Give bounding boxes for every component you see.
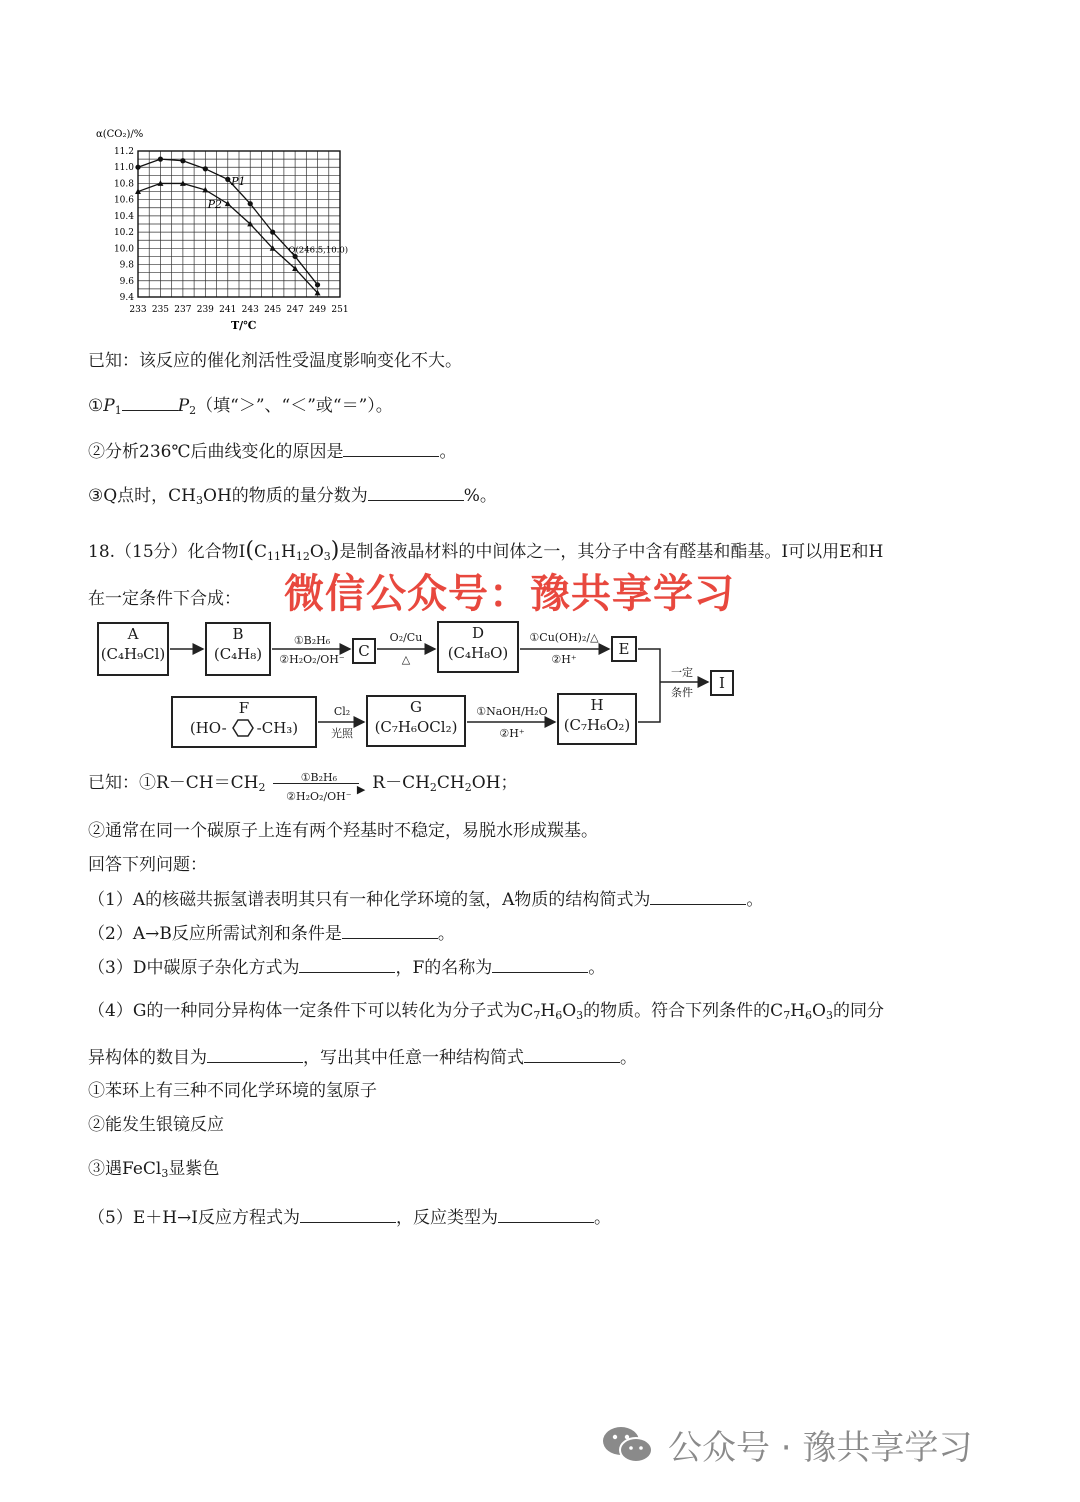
- x-tick-label: 235: [151, 305, 170, 315]
- condition-b-c-bottom: ②H₂O₂/OH⁻: [279, 653, 345, 666]
- x-tick-label: 247: [286, 305, 304, 315]
- subquestion-2: （2）A→B反应所需试剂和条件是 。: [88, 924, 455, 944]
- scheme-arrows: [0, 600, 1080, 770]
- condition-2: ②能发生银镜反应: [88, 1115, 224, 1135]
- answer-blank[interactable]: [524, 1046, 620, 1063]
- compound-e: E: [611, 636, 637, 662]
- y-axis-label: α(CO₂)/%: [96, 129, 144, 140]
- data-point: [180, 158, 185, 163]
- answer-blank[interactable]: [207, 1046, 303, 1063]
- answer-blank[interactable]: [492, 956, 588, 973]
- answer-blank[interactable]: [368, 484, 464, 501]
- x-tick-label: 233: [129, 305, 147, 315]
- condition-e-i-top: 一定: [671, 666, 693, 679]
- answer-blank[interactable]: [122, 394, 178, 411]
- x-tick-label: 245: [264, 305, 282, 315]
- y-tick-label: 9.6: [119, 276, 134, 287]
- compound-h: H (C₇H₆O₂): [557, 693, 637, 745]
- known-catalyst: 已知：该反应的催化剂活性受温度影响变化不大。: [88, 351, 462, 371]
- answer-blank[interactable]: [343, 440, 439, 457]
- problem-18-intro-cont: 在一定条件下合成：: [88, 589, 241, 609]
- x-tick-label: 243: [241, 305, 259, 315]
- data-point: [248, 201, 253, 206]
- chart: [90, 125, 360, 335]
- answer-blank[interactable]: [299, 956, 395, 973]
- x-tick-label: 241: [219, 305, 237, 315]
- wechat-icon: [600, 1424, 654, 1466]
- answer-blank[interactable]: [650, 888, 746, 905]
- compound-d: D (C₄H₈O): [437, 621, 519, 673]
- known-hydroboration: 已知：$①R-CH=CH_2$ ①B₂H₆ ▶ ②H₂O₂/OH⁻ $R-CH_2CH_2OH$；: [88, 770, 518, 803]
- y-tick-label: 11.2: [113, 147, 134, 157]
- subquestion-1: （1）A的核磁共振氢谱表明其只有一种化学环境的氢，A物质的结构简式为 。: [88, 890, 764, 910]
- compound-f: F (HO- -CH₃): [171, 696, 317, 748]
- x-tick-label: 237: [174, 305, 192, 315]
- condition-e-i-bottom: 条件: [671, 686, 693, 699]
- reaction-arrow: ①B₂H₆ ▶ ②H₂O₂/OH⁻: [271, 773, 367, 795]
- compound-c: C: [352, 638, 376, 664]
- data-point: [225, 201, 231, 207]
- answer-blank[interactable]: [342, 922, 438, 939]
- answer-blank[interactable]: [300, 1206, 396, 1223]
- condition-1: ①苯环上有三种不同化学环境的氢原子: [88, 1081, 377, 1101]
- condition-f-g-top: Cl₂: [333, 705, 351, 718]
- condition-d-e-bottom: ②H⁺: [551, 653, 577, 666]
- annotation-q: Q(246.5,10.0): [288, 245, 349, 256]
- annotation-p1: P1: [231, 175, 246, 189]
- compound-i: I: [710, 670, 734, 696]
- y-tick-label: 10.0: [113, 244, 134, 255]
- subquestion-5: （5）E＋H→I反应方程式为 ，反应类型为 。: [88, 1208, 612, 1228]
- footer-watermark: [600, 1420, 972, 1469]
- subquestion-4: （4）G的一种同分异构体一定条件下可以转化为分子式为$C_7H_6O_3$的物质。符合下列条件的$C_7H_6O_3$的同分: [88, 1001, 884, 1022]
- annotation-p2: P2: [207, 197, 222, 211]
- condition-f-g-bottom: 光照: [331, 727, 353, 740]
- compound-b: B (C₄H₈): [205, 622, 271, 676]
- compound-a: A (C₄H₉Cl): [97, 622, 169, 676]
- data-point: [225, 177, 230, 182]
- data-point: [203, 166, 208, 171]
- data-point: [158, 157, 163, 162]
- y-tick-label: 10.8: [113, 179, 134, 190]
- x-tick-label: 239: [196, 305, 214, 315]
- data-point: [135, 165, 140, 170]
- x-tick-label: 251: [331, 305, 349, 315]
- footer-text: 公众号 · 豫共享学习: [668, 1428, 973, 1468]
- answer-heading: 回答下列问题：: [88, 855, 207, 875]
- y-tick-label: 11.0: [113, 163, 134, 174]
- data-point: [315, 282, 320, 287]
- known-gem-diol: ②通常在同一个碳原子上连有两个羟基时不稳定，易脱水形成羰基。: [88, 821, 598, 841]
- condition-g-h-bottom: ②H⁺: [499, 727, 525, 740]
- y-tick-label: 10.4: [113, 211, 134, 222]
- condition-g-h-top: ①NaOH/H₂O: [476, 705, 548, 718]
- chart-svg: [90, 125, 360, 335]
- y-tick-label: 10.6: [113, 195, 134, 206]
- answer-blank[interactable]: [498, 1206, 594, 1223]
- condition-3: ③遇FeCl$_3$显紫色: [88, 1159, 220, 1180]
- y-tick-label: 10.2: [113, 228, 134, 239]
- question-p1-p2: $①P_1$ $P_2$（填“＞”、“＜”或“＝”）。: [88, 396, 393, 417]
- condition-c-d-bottom: △: [401, 653, 411, 666]
- x-axis-label: T/℃: [231, 319, 257, 332]
- compound-g: G (C₇H₆OCl₂): [366, 695, 466, 747]
- question-curve-reason: ②分析236℃后曲线变化的原因是 。: [88, 442, 457, 462]
- question-methanol-fraction: ③Q点时，$CH_3OH$的物质的量分数为 %。: [88, 486, 497, 507]
- y-tick-label: 9.8: [119, 260, 134, 271]
- subquestion-3: （3）D中碳原子杂化方式为 ，F的名称为 。: [88, 958, 606, 978]
- watermark-text: 微信公众号：豫共享学习: [284, 571, 735, 617]
- data-point: [270, 230, 275, 235]
- y-tick-label: 9.4: [119, 293, 134, 303]
- condition-b-c-top: ①B₂H₆: [293, 634, 331, 647]
- problem-18-intro: 18.（15分）化合物$I(C_{11}H_{12}O_3)$是制备液晶材料的中间体之一，其分子中含有醛基和酯基。I可以用E和H: [88, 538, 884, 563]
- subquestion-4-cont: 异构体的数目为 ，写出其中任意一种结构简式 。: [88, 1048, 637, 1068]
- condition-d-e-top: ①Cu(OH)₂/△: [529, 631, 599, 644]
- condition-c-d-top: O₂/Cu: [389, 631, 423, 644]
- x-tick-label: 249: [308, 305, 327, 315]
